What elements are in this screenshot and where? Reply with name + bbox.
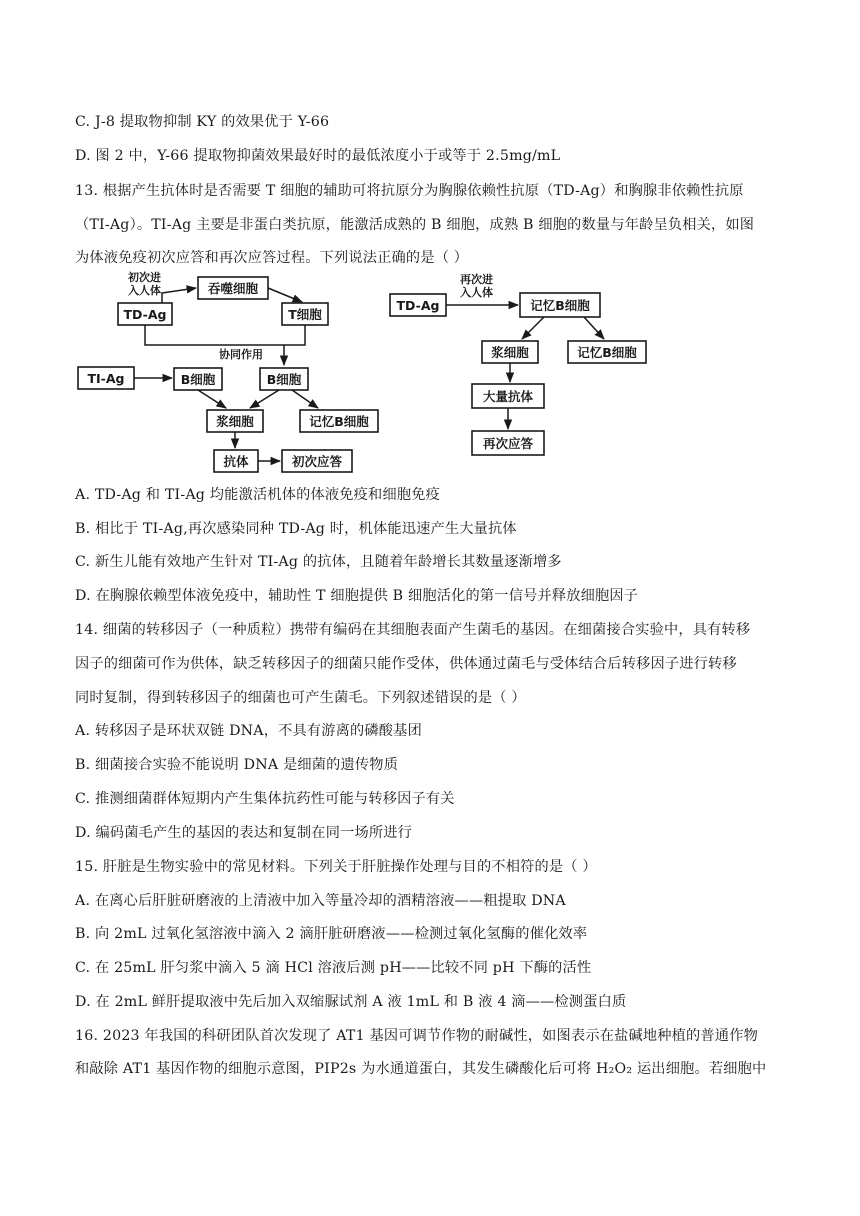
option-d-q15: D. 在 2mL 鲜肝提取液中先后加入双缩脲试剂 A 液 1mL 和 B 液 4 滴——检测蛋白质 [75, 994, 627, 1010]
option-d-q12: D. 图 2 中，Y-66 提取物抑菌效果最好时的最低浓度小于或等于 2.5mg/mL [75, 148, 561, 164]
many-antibodies-label: 大量抗体 [482, 389, 534, 404]
option-b-q15: B. 向 2mL 过氧化氢溶液中滴入 2 滴肝脏研磨液——检测过氧化氢酶的催化效率 [75, 926, 588, 942]
option-d-q13: D. 在胸腺依赖型体液免疫中，辅助性 T 细胞提供 B 细胞活化的第一信号并释放细胞因子 [75, 588, 639, 604]
secondary-entry-label-2: 入人体 [460, 286, 493, 299]
t-cell-label: T细胞 [288, 307, 322, 322]
option-c-q15: C. 在 25mL 肝匀浆中滴入 5 滴 HCl 溶液后测 pH——比较不同 pH 下酶的活性 [75, 960, 592, 976]
option-d-q14: D. 编码菌毛产生的基因的表达和复制在同一场所进行 [75, 825, 413, 841]
plasma-cell-label: 浆细胞 [216, 414, 254, 429]
question-16-stem-2: 和敲除 AT1 基因作物的细胞示意图，PIP2s 为水通道蛋白，其发生磷酸化后可将 H₂O₂ 运出细胞。若细胞中 [75, 1061, 767, 1077]
question-14-stem-1: 14. 细菌的转移因子（一种质粒）携带有编码在其细胞表面产生菌毛的基因。在细菌接合实验中，具有转移 [75, 622, 751, 638]
primary-response-label: 初次应答 [291, 454, 343, 469]
primary-entry-label-2: 入人体 [128, 284, 161, 297]
secondary-td-ag-label: TD-Ag [396, 298, 440, 313]
option-c-q13: C. 新生儿能有效地产生针对 TI-Ag 的抗体，且随着年龄增长其数量逐渐增多 [75, 554, 562, 570]
cooperation-label: 协同作用 [219, 348, 263, 361]
question-13-stem-1: 13. 根据产生抗体时是否需要 T 细胞的辅助可将抗原分为胸腺依赖性抗原（TD-Ag）和胸腺非依赖性抗原 [75, 183, 744, 199]
question-14-stem-3: 同时复制，得到转移因子的细菌也可产生菌毛。下列叙述错误的是（ ） [75, 690, 526, 706]
phagocyte-label: 吞噬细胞 [207, 281, 259, 296]
question-13-stem-3: 为体液免疫初次应答和再次应答过程。下列说法正确的是（ ） [75, 250, 469, 266]
secondary-memory-b-label-2: 记忆B细胞 [577, 345, 637, 360]
secondary-plasma-cell-label: 浆细胞 [491, 345, 529, 360]
question-16-stem-1: 16. 2023 年我国的科研团队首次发现了 AT1 基因可调节作物的耐碱性，如图表示在盐碱地种植的普通作物 [75, 1028, 758, 1044]
question-15-stem: 15. 肝脏是生物实验中的常见材料。下列关于肝脏操作处理与目的不相符的是（ ） [75, 859, 597, 875]
question-13-stem-2: （TI-Ag）。TI-Ag 主要是非蛋白类抗原，能激活成熟的 B 细胞，成熟 B 细胞的数量与年龄呈负相关，如图 [75, 217, 755, 233]
antibody-label: 抗体 [223, 454, 249, 469]
option-b-q13: B. 相比于 TI-Ag,再次感染同种 TD-Ag 时，机体能迅速产生大量抗体 [75, 521, 517, 537]
b-cell-label-2: B细胞 [266, 372, 302, 387]
option-a-q15: A. 在离心后肝脏研磨液的上清液中加入等量冷却的酒精溶液——粗提取 DNA [75, 893, 566, 909]
option-a-q14: A. 转移因子是环状双链 DNA，不具有游离的磷酸基团 [75, 723, 422, 739]
immune-response-diagram [74, 268, 674, 478]
ti-ag-label: TI-Ag [87, 371, 125, 386]
option-a-q13: A. TD-Ag 和 TI-Ag 均能激活机体的体液免疫和细胞免疫 [75, 487, 440, 503]
b-cell-label-1: B细胞 [180, 372, 216, 387]
secondary-memory-b-label: 记忆B细胞 [530, 298, 590, 313]
memory-b-cell-label: 记忆B细胞 [309, 414, 369, 429]
primary-entry-label-1: 初次进 [128, 271, 161, 284]
option-c-q14: C. 推测细菌群体短期内产生集体抗药性可能与转移因子有关 [75, 791, 455, 807]
td-ag-label: TD-Ag [123, 307, 167, 322]
secondary-response-label: 再次应答 [482, 436, 534, 451]
secondary-entry-label-1: 再次进 [460, 273, 493, 286]
option-c-q12: C. J-8 提取物抑制 KY 的效果优于 Y-66 [75, 114, 330, 130]
question-14-stem-2: 因子的细菌可作为供体，缺乏转移因子的细菌只能作受体，供体通过菌毛与受体结合后转移因子进行转移 [75, 656, 737, 672]
option-b-q14: B. 细菌接合实验不能说明 DNA 是细菌的遗传物质 [75, 757, 399, 773]
